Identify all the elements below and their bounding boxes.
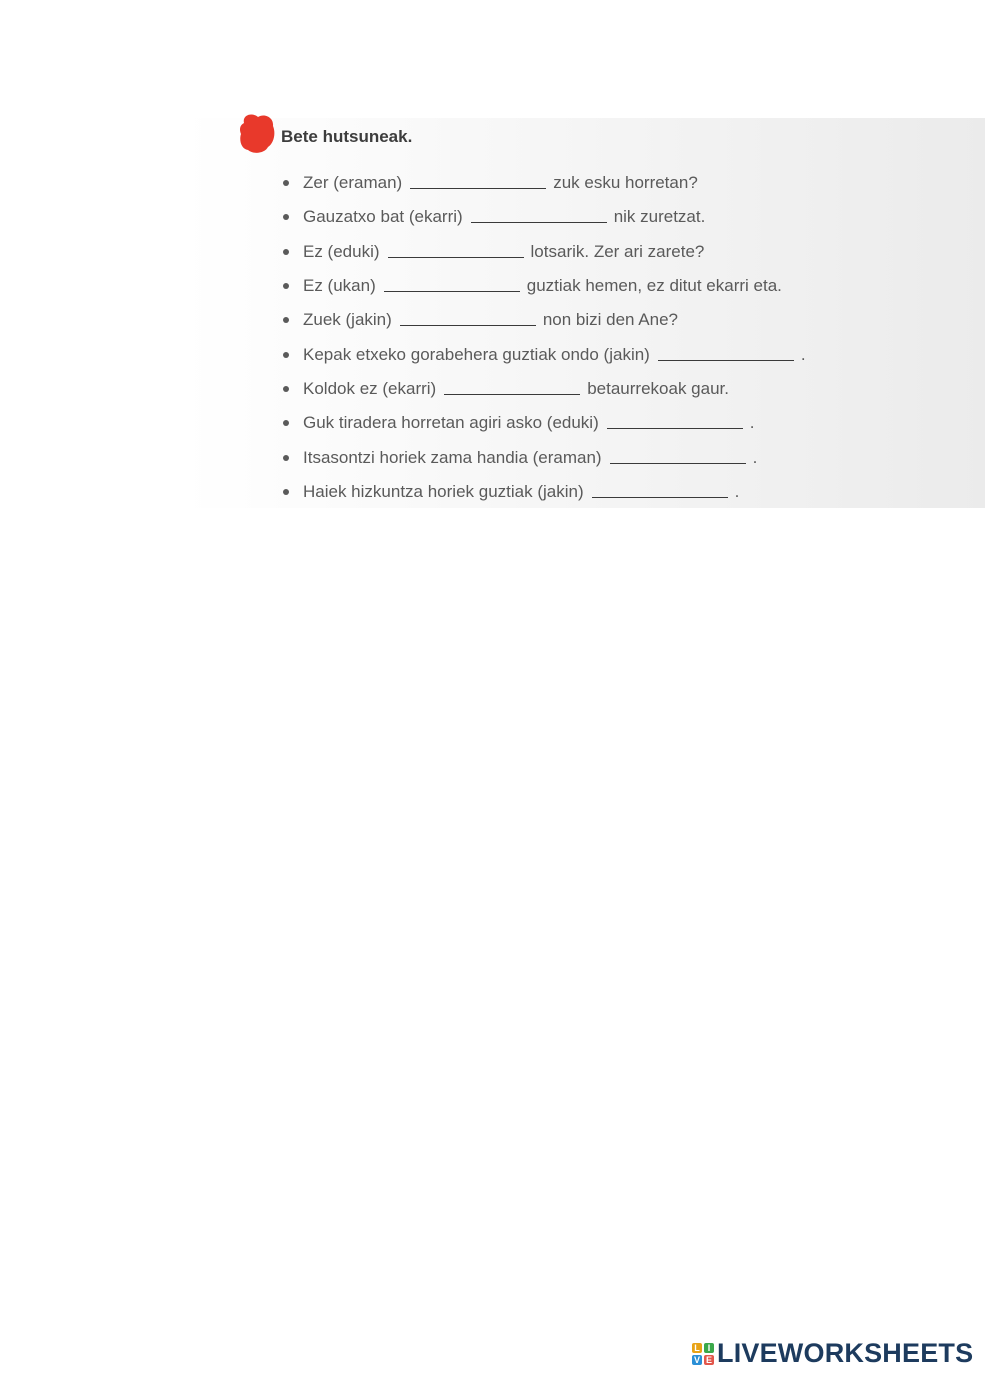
sentence-list — [283, 166, 806, 509]
logo-tile: E — [705, 1354, 712, 1365]
sentence-text-after: betaurrekoak gaur. — [587, 378, 729, 398]
answer-blank-input[interactable] — [658, 343, 794, 361]
sentence-text-before: Ez (eduki) — [303, 241, 380, 261]
answer-blank-input[interactable] — [384, 274, 520, 292]
exercise-title: Bete hutsuneak. — [281, 127, 413, 146]
answer-blank-input[interactable] — [410, 171, 546, 189]
bullet-icon — [283, 180, 289, 186]
sentence-item — [283, 303, 806, 337]
bullet-icon — [283, 249, 289, 255]
answer-blank-input[interactable] — [607, 411, 743, 429]
answer-blank-input[interactable] — [388, 240, 524, 258]
sentence-text-before: Haiek hizkuntza horiek guztiak (jakin) — [303, 481, 584, 501]
liveworksheets-icon — [692, 1343, 714, 1365]
bullet-icon — [283, 489, 289, 495]
bullet-icon — [283, 420, 289, 426]
sentence-item — [283, 235, 806, 269]
logo-tile: L — [692, 1343, 702, 1353]
bullet-icon — [283, 214, 289, 220]
exercise-number-marker — [238, 113, 276, 155]
sentence-text-after: . — [752, 447, 758, 467]
sentence-text-before: Guk tiradera horretan agiri asko (eduki) — [303, 413, 599, 433]
sentence-item — [283, 372, 806, 406]
sentence-item — [283, 406, 806, 440]
sentence-text-before: Itsasontzi horiek zama handia (eraman) — [303, 447, 602, 467]
sentence-text-before: Gauzatxo bat (ekarri) — [303, 207, 463, 227]
sentence-item — [283, 475, 806, 509]
bullet-icon — [283, 317, 289, 323]
bullet-icon — [283, 455, 289, 461]
sentence-item — [283, 337, 806, 371]
answer-blank-input[interactable] — [471, 205, 607, 223]
sentence-item — [283, 166, 806, 200]
answer-blank-input[interactable] — [400, 308, 536, 326]
sentence-text-after: lotsarik. Zer ari zarete? — [530, 241, 705, 261]
sentence-text-after: . — [800, 344, 806, 364]
sentence-item — [283, 200, 806, 234]
sentence-text-after: non bizi den Ane? — [542, 310, 678, 330]
sentence-text-before: Zer (eraman) — [303, 173, 403, 193]
sentence-text-after: . — [749, 413, 755, 433]
sentence-text-after: . — [734, 481, 740, 501]
answer-blank-input[interactable] — [610, 446, 746, 464]
sentence-text-before: Kepak etxeko gorabehera guztiak ondo (jakin) — [303, 344, 650, 364]
bullet-icon — [283, 283, 289, 289]
sentence-text-after: guztiak hemen, ez ditut ekarri eta. — [526, 276, 782, 296]
sentence-text-before: Ez (ukan) — [303, 276, 376, 296]
sentence-item — [283, 440, 806, 474]
logo-tile: V — [693, 1354, 700, 1365]
answer-blank-input[interactable] — [592, 480, 728, 498]
sentence-text-after: zuk esku horretan? — [553, 173, 698, 193]
bullet-icon — [283, 352, 289, 358]
logo-tile: I — [704, 1343, 714, 1353]
sentence-text-after: nik zuretzat. — [613, 207, 706, 227]
sentence-text-before: Koldok ez (ekarri) — [303, 378, 437, 398]
answer-blank-input[interactable] — [444, 377, 580, 395]
sentence-text-before: Zuek (jakin) — [303, 310, 392, 330]
liveworksheets-wordmark: LIVEWORKSHEETS — [717, 1338, 974, 1368]
liveworksheets-logo — [692, 1338, 973, 1369]
bullet-icon — [283, 386, 289, 392]
sentence-item — [283, 269, 806, 303]
